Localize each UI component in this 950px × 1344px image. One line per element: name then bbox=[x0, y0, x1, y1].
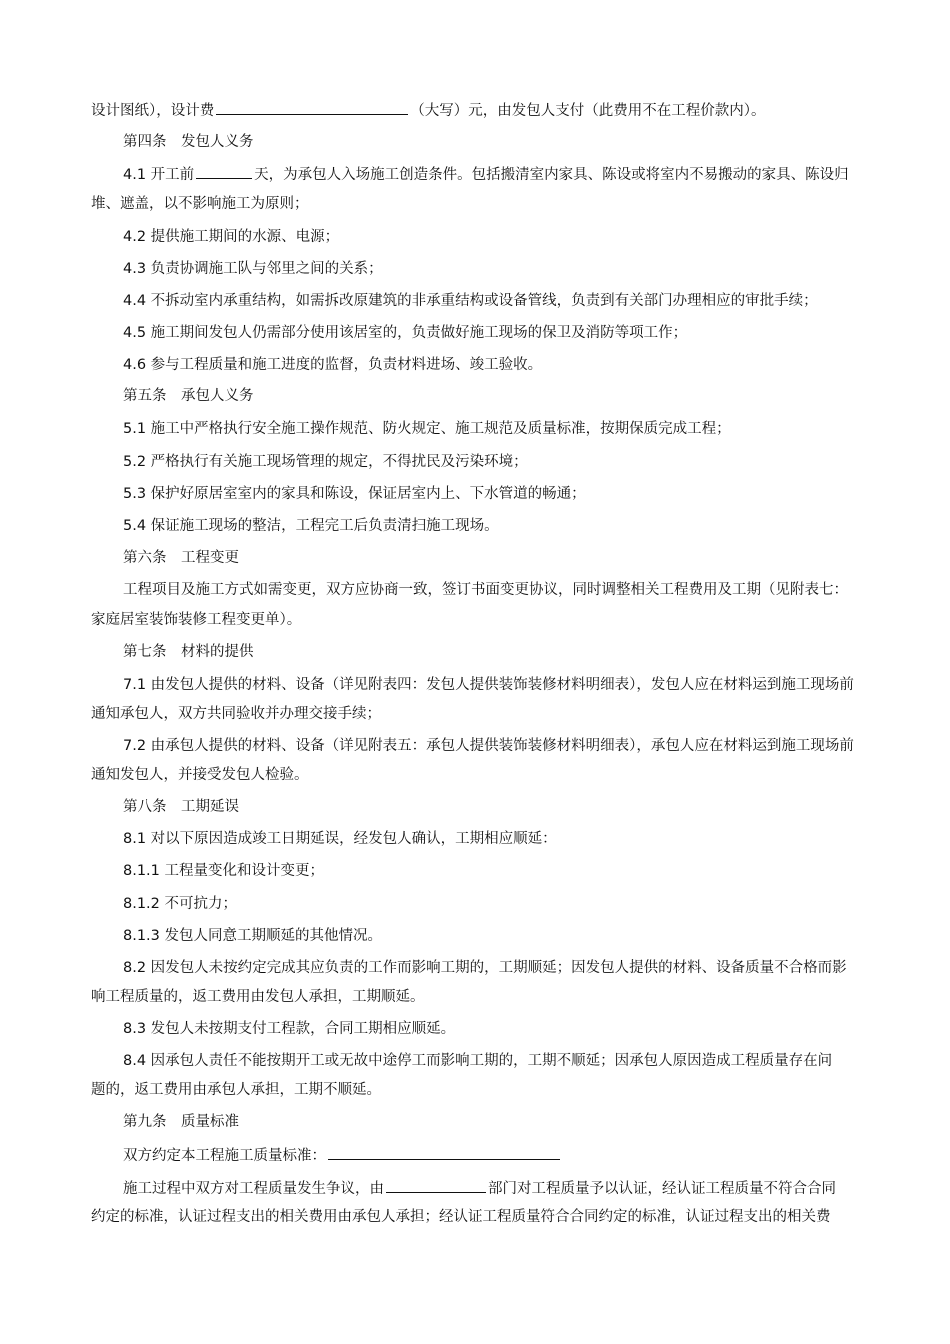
article-5-item-1: 5.1 施工中严格执行安全施工操作规范、防火规定、施工规范及质量标准，按期保质完成工程； bbox=[123, 421, 731, 437]
department-blank[interactable] bbox=[386, 1178, 486, 1193]
article-9-paragraph-2-pre: 施工过程中双方对工程质量发生争议，由 bbox=[123, 1181, 384, 1197]
article-5-item-4: 5.4 保证施工现场的整洁，工程完工后负责清扫施工现场。 bbox=[123, 518, 499, 534]
article-8-item-2-cont: 响工程质量的，返工费用由发包人承担，工期顺延。 bbox=[91, 989, 425, 1005]
article-4-item-6: 4.6 参与工程质量和施工进度的监督，负责材料进场、竣工验收。 bbox=[123, 357, 543, 373]
article-6-heading: 第六条 工程变更 bbox=[123, 550, 239, 566]
article-8-item-3: 8.3 发包人未按期支付工程款，合同工期相应顺延。 bbox=[123, 1021, 456, 1037]
article-7-heading: 第七条 材料的提供 bbox=[123, 644, 254, 660]
article-8-item-1-3: 8.1.3 发包人同意工期顺延的其他情况。 bbox=[123, 928, 383, 944]
article-4-heading: 第四条 发包人义务 bbox=[123, 134, 254, 150]
article-4-item-1-post: 天，为承包人入场施工创造条件。包括搬清室内家具、陈设或将室内不易搬动的家具、陈设归 bbox=[254, 167, 849, 183]
article-8-item-4: 8.4 因承包人责任不能按期开工或无故中途停工而影响工期的，工期不顺延；因承包人原因造成工程质量存在问 bbox=[123, 1053, 833, 1069]
quality-standard-label: 双方约定本工程施工质量标准： bbox=[123, 1148, 326, 1164]
days-blank[interactable] bbox=[196, 164, 252, 179]
article-7-item-2-cont: 通知发包人，并接受发包人检验。 bbox=[91, 767, 309, 783]
article-8-item-2: 8.2 因发包人未按约定完成其应负责的工作而影响工期的，工期顺延；因发包人提供的材料、设备质量不合格而影 bbox=[123, 960, 847, 976]
article-7-item-2: 7.2 由承包人提供的材料、设备（详见附表五：承包人提供装饰装修材料明细表），承包人应在材料运到施工现场前 bbox=[123, 738, 854, 754]
article-5-item-2: 5.2 严格执行有关施工现场管理的规定，不得扰民及污染环境； bbox=[123, 454, 528, 470]
article-9-paragraph-2-cont: 约定的标准，认证过程支出的相关费用由承包人承担；经认证工程质量符合合同约定的标准，认证过程支出的相关费 bbox=[91, 1209, 831, 1225]
article-4-item-3: 4.3 负责协调施工队与邻里之间的关系； bbox=[123, 261, 383, 277]
article-8-item-4-cont: 题的，返工费用由承包人承担，工期不顺延。 bbox=[91, 1082, 381, 1098]
article-9-heading: 第九条 质量标准 bbox=[123, 1114, 239, 1130]
article-4-item-1-pre: 4.1 开工前 bbox=[123, 167, 195, 183]
article-4-item-5: 4.5 施工期间发包人仍需部分使用该居室的，负责做好施工现场的保卫及消防等项工作； bbox=[123, 325, 688, 341]
article-4-item-4: 4.4 不拆动室内承重结构，如需拆改原建筑的非承重结构或设备管线，负责到有关部门办理相应的审批手续； bbox=[123, 293, 818, 309]
design-fee-paragraph bbox=[91, 100, 766, 121]
quality-standard-blank[interactable] bbox=[328, 1145, 560, 1160]
article-6-paragraph: 工程项目及施工方式如需变更，双方应协商一致，签订书面变更协议，同时调整相关工程费用及工期（见附表七： bbox=[123, 582, 848, 598]
article-8-item-1-2: 8.1.2 不可抗力； bbox=[123, 896, 238, 912]
article-8-item-1: 8.1 对以下原因造成竣工日期延误，经发包人确认，工期相应顺延： bbox=[123, 831, 557, 847]
design-fee-text-pre: 设计图纸），设计费 bbox=[91, 103, 215, 119]
article-5-heading: 第五条 承包人义务 bbox=[123, 388, 254, 404]
article-4-item-2: 4.2 提供施工期间的水源、电源； bbox=[123, 229, 340, 245]
article-9-paragraph-2-post: 部门对工程质量予以认证，经认证工程质量不符合合同 bbox=[488, 1181, 836, 1197]
article-5-item-3: 5.3 保护好原居室室内的家具和陈设，保证居室内上、下水管道的畅通； bbox=[123, 486, 586, 502]
article-4-item-1 bbox=[123, 164, 849, 185]
article-9-paragraph-1 bbox=[123, 1145, 562, 1166]
article-8-heading: 第八条 工期延误 bbox=[123, 799, 239, 815]
article-7-item-1-cont: 通知承包人，双方共同验收并办理交接手续； bbox=[91, 706, 381, 722]
article-7-item-1: 7.1 由发包人提供的材料、设备（详见附表四：发包人提供装饰装修材料明细表），发包人应在材料运到施工现场前 bbox=[123, 677, 854, 693]
article-8-item-1-1: 8.1.1 工程量变化和设计变更； bbox=[123, 863, 325, 879]
design-fee-text-post: （大写）元，由发包人支付（此费用不在工程价款内）。 bbox=[410, 103, 766, 119]
design-fee-blank[interactable] bbox=[216, 100, 408, 115]
article-9-paragraph-2 bbox=[123, 1178, 836, 1199]
article-4-item-1-cont: 堆、遮盖，以不影响施工为原则； bbox=[91, 196, 309, 212]
article-6-paragraph-cont: 家庭居室装饰装修工程变更单）。 bbox=[91, 612, 302, 628]
